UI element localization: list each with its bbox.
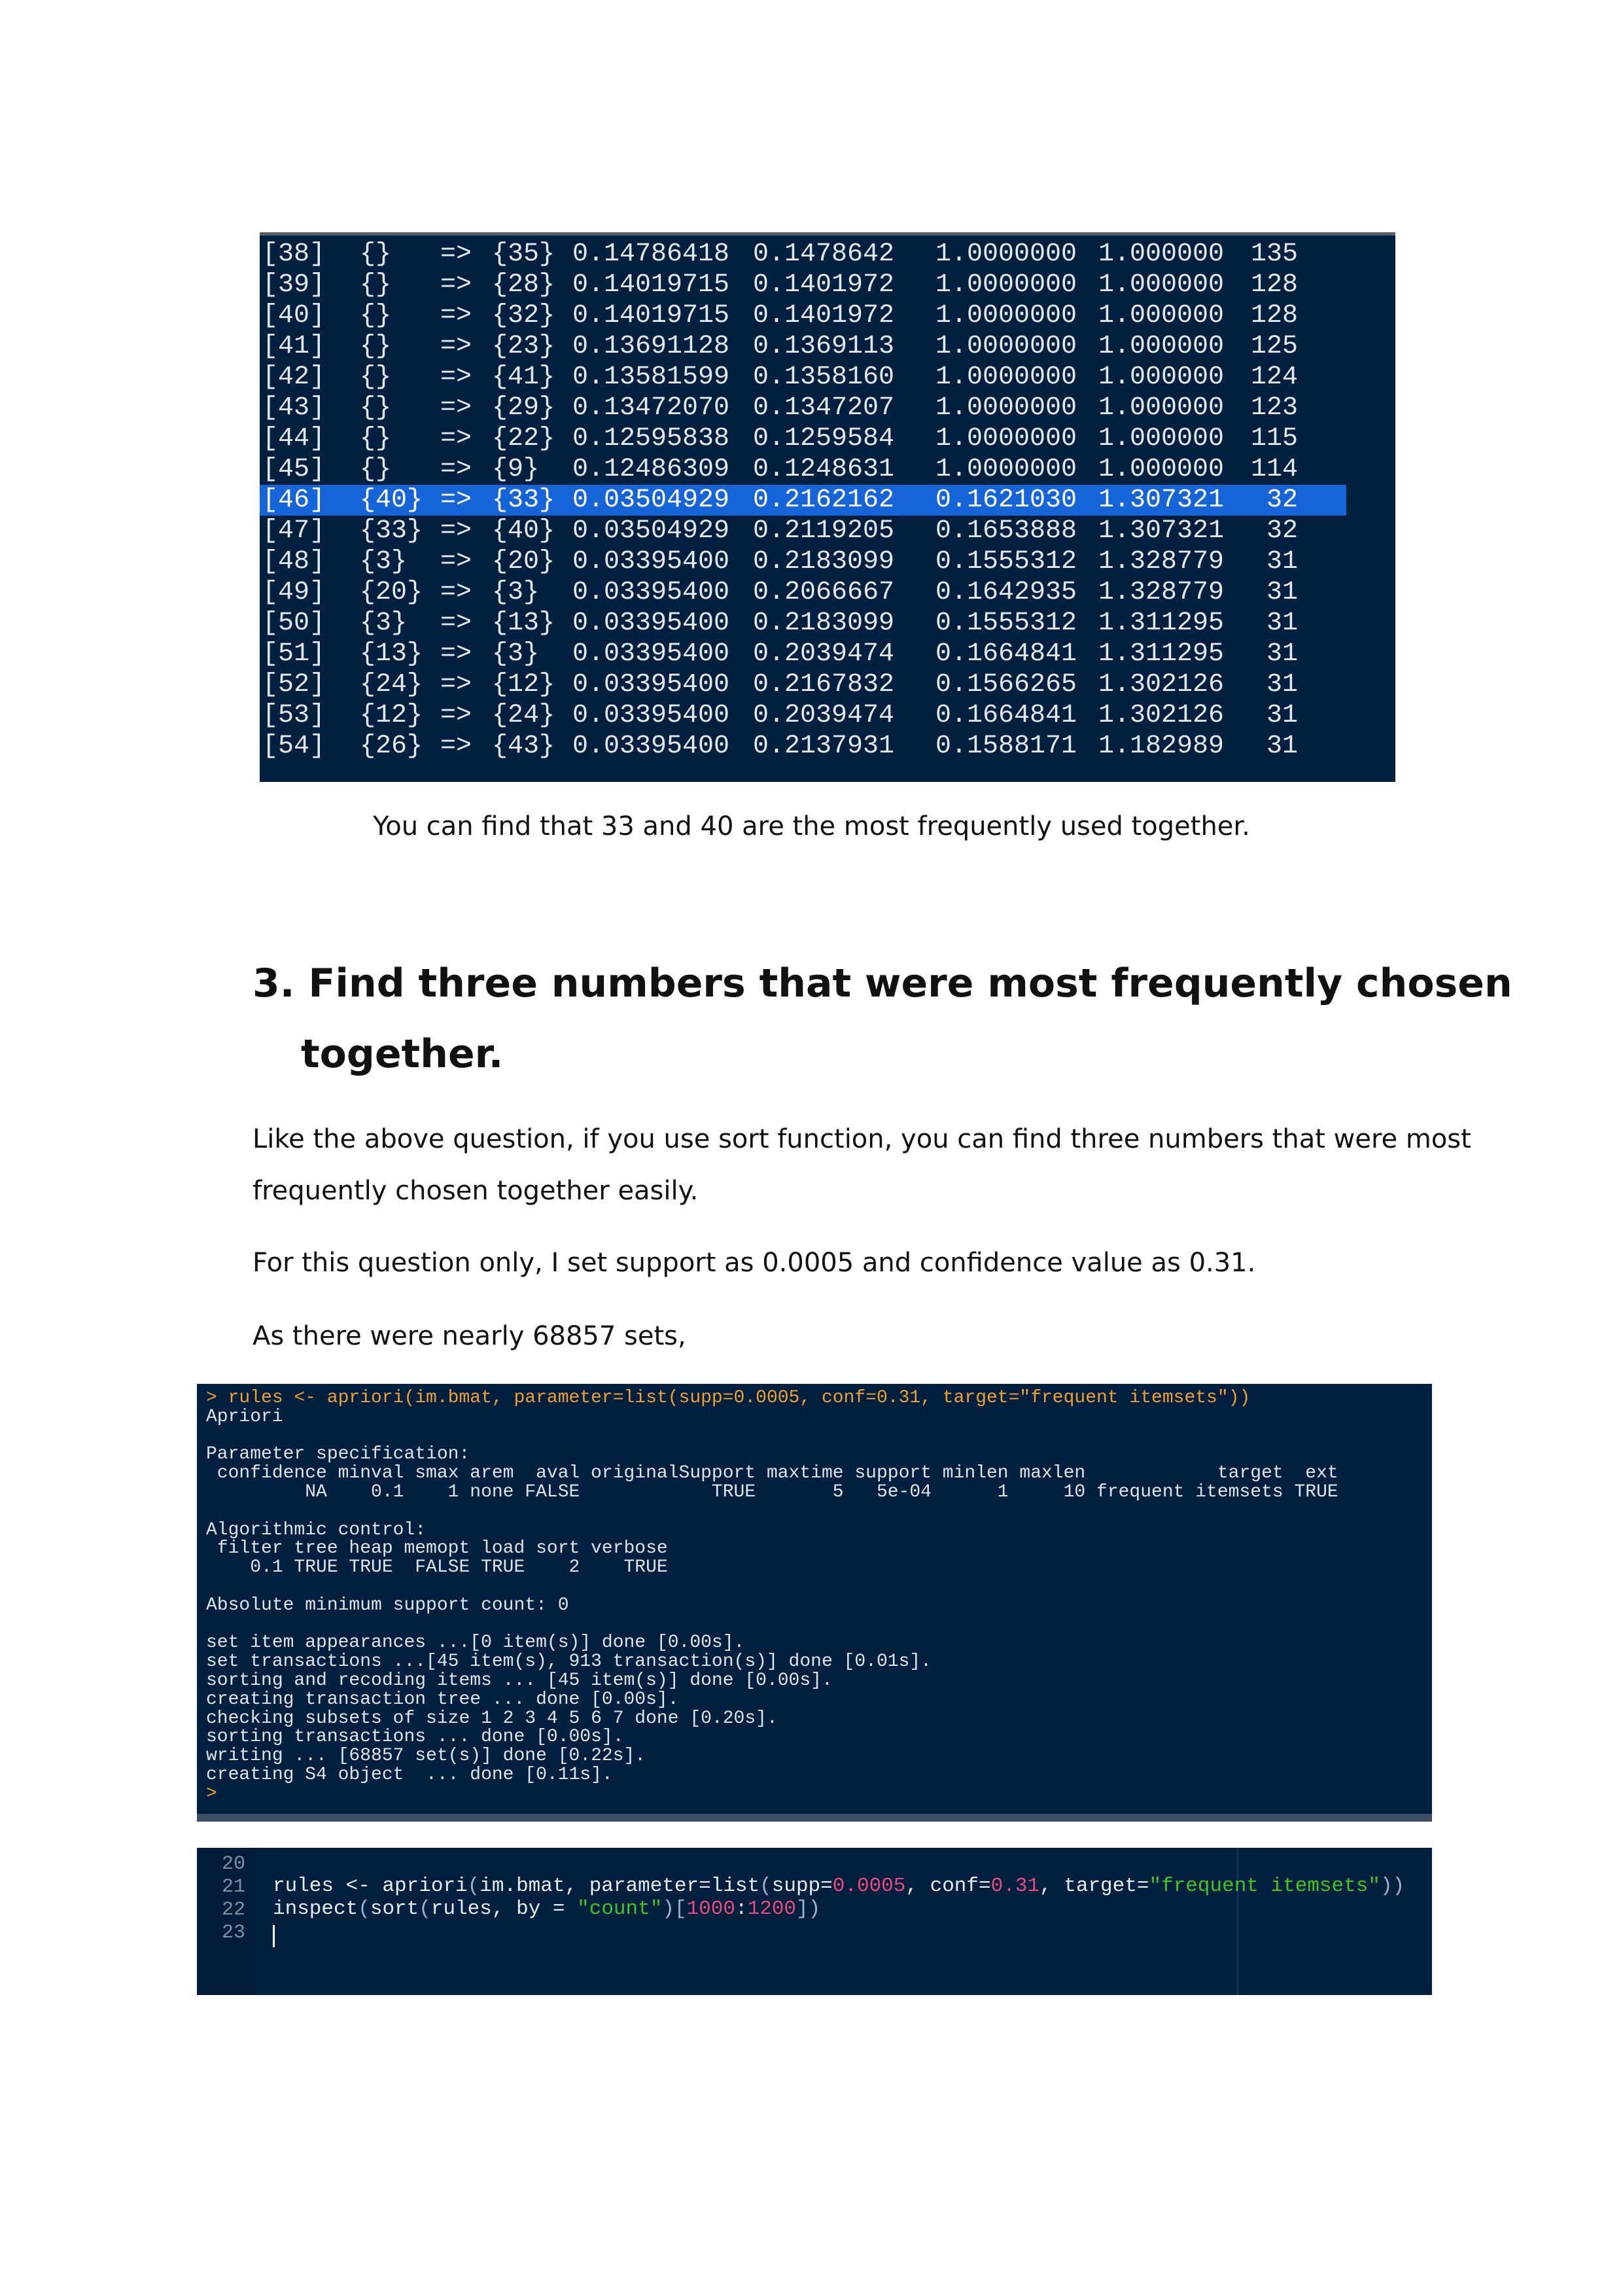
cell-rhs: {41} — [492, 362, 555, 392]
console-command: > rules <- apriori(im.bmat, parameter=list(supp=0.0005, conf=0.31, target="frequent itemsets")) — [206, 1388, 1251, 1408]
cell-support: 0.12595838 — [572, 424, 730, 453]
cell-rhs: {3} — [492, 578, 540, 607]
code-token: ( — [467, 1875, 480, 1898]
cell-arrow: => — [440, 362, 472, 392]
code-line[interactable] — [273, 1875, 1405, 1898]
cell-lhs: {} — [360, 239, 392, 269]
cell-arrow: => — [440, 609, 472, 638]
table-row[interactable] — [260, 239, 1346, 270]
cell-arrow: => — [440, 516, 472, 546]
table-row[interactable] — [260, 608, 1346, 639]
cell-support: 0.14019715 — [572, 270, 730, 300]
cell-confidence: 0.1401972 — [753, 270, 895, 300]
code-token: 1000 — [686, 1898, 735, 1920]
table-row[interactable] — [260, 331, 1346, 362]
section-heading-cont: together. — [301, 1031, 504, 1077]
cell-coverage: 1.0000000 — [935, 455, 1077, 484]
cell-lift: 1.182989 — [1098, 732, 1225, 761]
cell-coverage: 1.0000000 — [935, 424, 1077, 453]
cell-coverage: 1.0000000 — [935, 393, 1077, 423]
cell-lift: 1.311295 — [1098, 639, 1225, 669]
code-token: ( — [358, 1898, 370, 1920]
cell-arrow: => — [440, 270, 472, 300]
cell-support: 0.03395400 — [572, 639, 730, 669]
cell-support: 0.14019715 — [572, 301, 730, 330]
cell-confidence: 0.2039474 — [753, 639, 895, 669]
cell-support: 0.03504929 — [572, 486, 730, 515]
cell-lhs: {20} — [360, 578, 423, 607]
cell-lhs: {} — [360, 332, 392, 361]
cell-idx: [46] — [262, 486, 326, 515]
cell-lhs: {13} — [360, 639, 423, 669]
cell-rhs: {13} — [492, 609, 555, 638]
code-token: , conf= — [905, 1875, 991, 1898]
cell-idx: [43] — [262, 393, 326, 423]
cell-arrow: => — [440, 639, 472, 669]
cell-lhs: {} — [360, 424, 392, 453]
cell-coverage: 1.0000000 — [935, 332, 1077, 361]
cell-lhs: {24} — [360, 670, 423, 699]
cell-lift: 1.000000 — [1098, 239, 1225, 269]
table-row[interactable] — [260, 300, 1346, 331]
cell-arrow: => — [440, 701, 472, 730]
cell-lhs: {12} — [360, 701, 423, 730]
cell-coverage: 0.1621030 — [935, 486, 1077, 515]
cell-confidence: 0.1358160 — [753, 362, 895, 392]
code-token: )) — [1380, 1875, 1405, 1898]
cell-lift: 1.311295 — [1098, 609, 1225, 638]
cell-arrow: => — [440, 393, 472, 423]
cell-rhs: {40} — [492, 516, 555, 546]
code-token: rules <- apriori — [273, 1875, 468, 1898]
cell-confidence: 0.1347207 — [753, 393, 895, 423]
line-number: 22 — [222, 1899, 246, 1921]
cell-count: 125 — [1250, 332, 1298, 361]
cell-arrow: => — [440, 547, 472, 576]
code-token: supp= — [771, 1875, 833, 1898]
cell-idx: [42] — [262, 362, 326, 392]
cell-coverage: 0.1555312 — [935, 609, 1077, 638]
cell-coverage: 0.1664841 — [935, 701, 1077, 730]
line-number: 20 — [222, 1853, 246, 1875]
cell-idx: [40] — [262, 301, 326, 330]
cell-coverage: 0.1555312 — [935, 547, 1077, 576]
cell-count: 31 — [1266, 609, 1298, 638]
cell-confidence: 0.2039474 — [753, 701, 895, 730]
cell-lift: 1.328779 — [1098, 547, 1225, 576]
cell-support: 0.03395400 — [572, 609, 730, 638]
cell-count: 31 — [1266, 732, 1298, 761]
cell-count: 31 — [1266, 639, 1298, 669]
cell-lift: 1.000000 — [1098, 393, 1225, 423]
cell-lhs: {26} — [360, 732, 423, 761]
cell-idx: [47] — [262, 516, 326, 546]
cell-idx: [54] — [262, 732, 326, 761]
table-row[interactable] — [260, 546, 1346, 577]
cell-lift: 1.000000 — [1098, 301, 1225, 330]
cell-confidence: 0.2066667 — [753, 578, 895, 607]
cell-confidence: 0.1369113 — [753, 332, 895, 361]
table-row-selected[interactable] — [260, 485, 1346, 516]
cell-rhs: {32} — [492, 301, 555, 330]
cell-lift: 1.000000 — [1098, 332, 1225, 361]
cell-count: 128 — [1250, 301, 1298, 330]
cell-support: 0.03395400 — [572, 732, 730, 761]
code-token: im.bmat, parameter=list — [480, 1875, 760, 1898]
cell-confidence: 0.2119205 — [753, 516, 895, 546]
cell-lift: 1.307321 — [1098, 486, 1225, 515]
cell-confidence: 0.1248631 — [753, 455, 895, 484]
cell-count: 32 — [1266, 486, 1298, 515]
table-row[interactable] — [260, 577, 1346, 608]
r-console — [197, 1384, 1432, 1822]
cell-count: 123 — [1250, 393, 1298, 423]
cell-arrow: => — [440, 239, 472, 269]
cell-rhs: {20} — [492, 547, 555, 576]
cell-arrow: => — [440, 670, 472, 699]
cell-confidence: 0.1259584 — [753, 424, 895, 453]
table-row[interactable] — [260, 731, 1346, 762]
cell-coverage: 0.1664841 — [935, 639, 1077, 669]
table-row[interactable] — [260, 639, 1346, 669]
table-row[interactable] — [260, 669, 1346, 700]
cell-support: 0.12486309 — [572, 455, 730, 484]
cell-support: 0.03395400 — [572, 670, 730, 699]
cell-rhs: {43} — [492, 732, 555, 761]
code-token: "count" — [577, 1898, 663, 1920]
cell-lhs: {33} — [360, 516, 423, 546]
cell-support: 0.03504929 — [572, 516, 730, 546]
text-cursor — [273, 1925, 275, 1947]
code-token: 0.31 — [990, 1875, 1040, 1898]
cell-confidence: 0.1401972 — [753, 301, 895, 330]
cell-count: 31 — [1266, 578, 1298, 607]
cell-idx: [41] — [262, 332, 326, 361]
cell-arrow: => — [440, 301, 472, 330]
table-row[interactable] — [260, 393, 1346, 423]
line-number: 23 — [222, 1922, 246, 1944]
cell-coverage: 1.0000000 — [935, 270, 1077, 300]
cell-lift: 1.302126 — [1098, 701, 1225, 730]
cell-arrow: => — [440, 578, 472, 607]
cell-lhs: {} — [360, 362, 392, 392]
cell-lhs: {40} — [360, 486, 423, 515]
console-output: Apriori Parameter specification: confidence minval smax arem aval originalSupport maxtime support minlen maxlen target ext NA 0.1 1 none FALSE TRUE 5 5e-04 1 10 frequent itemsets TRUE Algorithmic control: filter tree heap memopt load sort verbose 0.1 TRUE TRUE FALSE TRUE 2 TRUE Absolute minimum support count: 0 set item appearances ...[0 item(s)] done [0.00s]. set transactions ...[45 item(s), 913 transaction(s)] done [0.01s]. sorting and recoding items ... [45 item(s)] done [0.00s]. creating transaction tree ... done [0.00s]. checking subsets of size 1 2 3 4 5 6 7 done [0.20s]. sorting transactions ... done [0.00s]. writing ... [68857 set(s)] done [0.22s]. creating S4 object ... done [0.11s]. — [206, 1406, 1338, 1785]
code-token: : — [735, 1898, 748, 1920]
cell-lhs: {3} — [360, 609, 408, 638]
caption: You can find that 33 and 40 are the most frequently used together. — [373, 811, 1250, 841]
cell-rhs: {12} — [492, 670, 555, 699]
table-row[interactable] — [260, 454, 1346, 485]
console-prompt[interactable]: > — [206, 1783, 217, 1804]
cell-coverage: 1.0000000 — [935, 239, 1077, 269]
cell-lift: 1.000000 — [1098, 424, 1225, 453]
cell-confidence: 0.2183099 — [753, 547, 895, 576]
cell-support: 0.03395400 — [572, 701, 730, 730]
cell-lift: 1.328779 — [1098, 578, 1225, 607]
cell-confidence: 0.2183099 — [753, 609, 895, 638]
paragraph: Like the above question, if you use sort function, you can find three numbers that were most — [253, 1124, 1471, 1154]
code-token: ( — [419, 1898, 431, 1920]
cell-arrow: => — [440, 424, 472, 453]
cell-support: 0.14786418 — [572, 239, 730, 269]
code-token: 0.0005 — [832, 1875, 906, 1898]
margin-line — [1237, 1848, 1238, 1995]
cell-confidence: 0.2137931 — [753, 732, 895, 761]
cell-coverage: 0.1588171 — [935, 732, 1077, 761]
cell-lhs: {} — [360, 393, 392, 423]
cell-support: 0.03395400 — [572, 547, 730, 576]
cell-count: 114 — [1250, 455, 1298, 484]
line-number: 21 — [222, 1876, 246, 1898]
cell-support: 0.13691128 — [572, 332, 730, 361]
cell-lhs: {} — [360, 270, 392, 300]
cell-rhs: {23} — [492, 332, 555, 361]
rules-output-screenshot — [260, 232, 1395, 782]
cell-count: 31 — [1266, 670, 1298, 699]
code-token: 1200 — [747, 1898, 797, 1920]
cell-idx: [45] — [262, 455, 326, 484]
code-token: sort — [370, 1898, 419, 1920]
code-token: inspect — [273, 1898, 358, 1920]
code-token: , target= — [1039, 1875, 1149, 1898]
cell-count: 124 — [1250, 362, 1298, 392]
cell-idx: [51] — [262, 639, 326, 669]
cell-arrow: => — [440, 486, 472, 515]
cell-support: 0.13472070 — [572, 393, 730, 423]
cell-arrow: => — [440, 332, 472, 361]
code-line[interactable] — [273, 1898, 820, 1920]
table-row[interactable] — [260, 270, 1346, 300]
cell-lift: 1.000000 — [1098, 362, 1225, 392]
table-row[interactable] — [260, 700, 1346, 731]
cell-coverage: 0.1566265 — [935, 670, 1077, 699]
cell-lift: 1.000000 — [1098, 270, 1225, 300]
cell-coverage: 0.1653888 — [935, 516, 1077, 546]
cell-idx: [38] — [262, 239, 326, 269]
paragraph: As there were nearly 68857 sets, — [253, 1321, 686, 1351]
cell-idx: [50] — [262, 609, 326, 638]
code-token: ]) — [796, 1898, 821, 1920]
cell-idx: [39] — [262, 270, 326, 300]
cell-count: 32 — [1266, 516, 1298, 546]
cell-rhs: {3} — [492, 639, 540, 669]
cell-rhs: {9} — [492, 455, 540, 484]
cell-lhs: {} — [360, 301, 392, 330]
section-heading: 3. Find three numbers that were most frequently chosen — [253, 961, 1512, 1006]
cell-rhs: {29} — [492, 393, 555, 423]
cell-coverage: 1.0000000 — [935, 301, 1077, 330]
code-token: rules, by = — [430, 1898, 578, 1920]
cell-lift: 1.000000 — [1098, 455, 1225, 484]
cell-idx: [49] — [262, 578, 326, 607]
cell-confidence: 0.2162162 — [753, 486, 895, 515]
cell-count: 31 — [1266, 547, 1298, 576]
cell-idx: [52] — [262, 670, 326, 699]
cell-lift: 1.307321 — [1098, 516, 1225, 546]
cell-rhs: {24} — [492, 701, 555, 730]
paragraph: frequently chosen together easily. — [253, 1176, 699, 1206]
cell-confidence: 0.2167832 — [753, 670, 895, 699]
cell-arrow: => — [440, 732, 472, 761]
cell-rhs: {33} — [492, 486, 555, 515]
cell-coverage: 0.1642935 — [935, 578, 1077, 607]
cell-support: 0.03395400 — [572, 578, 730, 607]
cell-support: 0.13581599 — [572, 362, 730, 392]
table-row[interactable] — [260, 516, 1346, 546]
cell-idx: [48] — [262, 547, 326, 576]
code-editor[interactable] — [197, 1848, 1432, 1995]
paragraph: For this question only, I set support as 0.0005 and confidence value as 0.31. — [253, 1248, 1256, 1278]
code-token: )[ — [662, 1898, 687, 1920]
cell-count: 31 — [1266, 701, 1298, 730]
cell-count: 135 — [1250, 239, 1298, 269]
cell-rhs: {28} — [492, 270, 555, 300]
code-token: ( — [759, 1875, 772, 1898]
console-scrollbar[interactable] — [197, 1814, 1432, 1822]
cell-count: 115 — [1250, 424, 1298, 453]
cell-lift: 1.302126 — [1098, 670, 1225, 699]
cell-lhs: {3} — [360, 547, 408, 576]
cell-rhs: {35} — [492, 239, 555, 269]
cell-confidence: 0.1478642 — [753, 239, 895, 269]
code-token: "frequent itemsets" — [1149, 1875, 1380, 1898]
cell-arrow: => — [440, 455, 472, 484]
cell-coverage: 1.0000000 — [935, 362, 1077, 392]
table-row[interactable] — [260, 362, 1346, 393]
cell-idx: [53] — [262, 701, 326, 730]
cell-lhs: {} — [360, 455, 392, 484]
cell-count: 128 — [1250, 270, 1298, 300]
cell-rhs: {22} — [492, 424, 555, 453]
cell-idx: [44] — [262, 424, 326, 453]
table-row[interactable] — [260, 423, 1346, 454]
